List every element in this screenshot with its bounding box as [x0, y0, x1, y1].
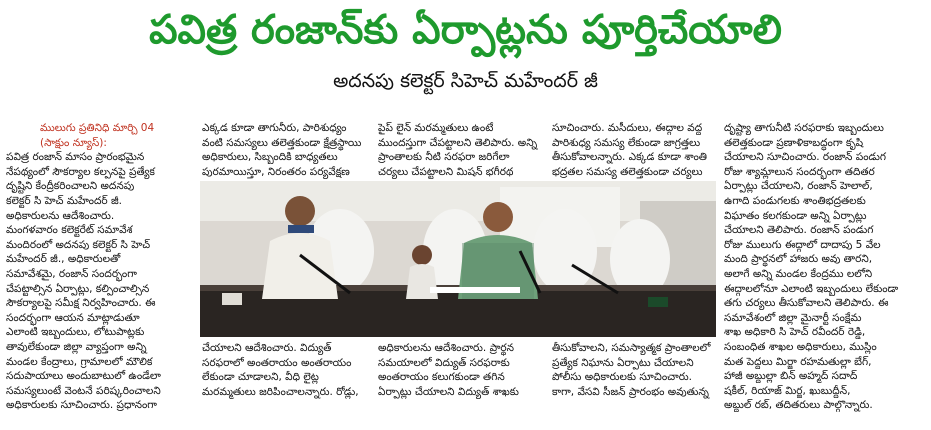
article-column-5	[724, 121, 926, 426]
headline: పవిత్ర రంజాన్‌కు ఏర్పాట్లను పూర్తిచేయాలి	[149, 7, 782, 53]
body-line: తావులేకుండా జిల్లా వ్యాప్తంగా అన్ని	[6, 340, 147, 353]
body-line: ప్రత్యేక నిఘాను ఏర్పాటు చేయాలని	[552, 356, 694, 369]
body-line: చేయాలని సూచించారు. రంజాన్ పండుగ	[724, 151, 887, 164]
body-line: ప్రాంతాలకు నీటి సరఫరా జరిగేలా	[378, 151, 510, 164]
source-line	[6, 136, 194, 151]
dateline-line	[6, 121, 194, 136]
body-line: ముందస్తుగా చేపట్టాలని తెలిపారు. అన్ని	[378, 136, 538, 149]
article-column-4-bottom	[552, 341, 716, 401]
body-line: అధికారులు, సిబ్బందికి బాధ్యతలు	[202, 151, 338, 164]
article-column-2-bottom	[202, 341, 372, 401]
body-line: పురమాయిస్తూ, నిరంతరం పర్యవేక్షణ	[202, 165, 350, 178]
body-line: చర్యలు చేపట్టాలని మిషన్ భగీరథ	[378, 165, 514, 178]
body-line: అధికారులకు సూచించారు. ప్రధానంగా	[6, 399, 157, 412]
body-line: సూచించారు. మసీదులు, ఈద్గాల వద్ద	[552, 122, 703, 134]
body-line: లేకుండా చూడాలని, వీధి లైట్ల	[202, 371, 319, 384]
body-line: కలెక్టర్ సి హెచ్ మహేందర్ జీ.	[6, 194, 122, 207]
body-line: తగు చర్యలు తీసుకోవాలని తెలిపారు. ఈ	[724, 297, 889, 310]
body-line: పవిత్ర రంజాన్ మాసం ప్రారంభమైన	[6, 151, 145, 164]
body-line: సమయాలలో విద్యుత్ సరఫరాకు	[378, 356, 510, 369]
body-line: మత పెద్దలు మిర్జా రహమతుల్లా బేగ్,	[724, 355, 872, 368]
article-column-3-top	[378, 121, 544, 181]
subheadline: అదనపు కలెక్టర్ సిహెచ్ మహేందర్ జీ	[333, 70, 598, 92]
body-line: హాజీ అబ్దుల్లా బిన్ అహ్మద్ సదాద్	[724, 370, 858, 383]
body-line: మందిరంలో అదనపు కలెక్టర్ సి హెచ్	[6, 238, 151, 251]
meeting-photo	[200, 181, 716, 337]
meeting-photo-illustration	[200, 181, 716, 337]
dateline: ములుగు ప్రతినిధి మార్చి 04	[40, 122, 155, 134]
body-line: సరఫరాలో అంతరాయం అంతరాయం	[202, 356, 352, 369]
body-line: సమస్యలుంటే వెంటనే పరిష్కరించాలని	[6, 384, 161, 397]
body-line: అబ్దుల్ రబ్, తదితరులు పాల్గొన్నారు.	[724, 399, 873, 412]
body-line: పారిశుధ్య సమస్య లేకుండా జాగ్రత్తలు	[552, 136, 701, 149]
article-column-4-top	[552, 121, 716, 181]
article-column-1	[6, 121, 194, 426]
body-line: పోలీసు అధికారులకు సూచించారు.	[552, 371, 692, 384]
body-line: ఎక్కడ కూడా తాగునీరు, పారిశుధ్యం	[202, 122, 347, 134]
body-line: రోజు శ్యామ్లాలున సందర్భంగా తదితర	[724, 165, 875, 178]
body-line: మంగళవారం కలెక్టరేట్ సమావేశ	[6, 224, 133, 237]
body-line: అంతరాయం కలుగకుండా తగిన	[378, 371, 505, 384]
body-line: నేపథ్యంలో సౌకర్యాల కల్పనపై ప్రత్యేక	[6, 165, 155, 178]
body-line: భద్రతల సమస్య తలెత్తకుండా చర్యలు	[552, 165, 703, 178]
body-line: మరమ్మతులు జరిపించాలన్నారు. రోడ్లు,	[202, 385, 359, 398]
body-line: తీసుకోవాలన్నారు. ఎక్కడ కూడా శాంతి	[552, 151, 707, 164]
body-line: సౌకర్యాలపై సమీక్ష నిర్వహించారు. ఈ	[6, 297, 156, 310]
body-line: సమావేశంలో జిల్లా మైనార్టీ సంక్షేమ	[724, 311, 862, 324]
body-line: ఎలాంటి ఇబ్బందులు, లోటుపాట్లకు	[6, 326, 145, 339]
body-line: దృష్టిని కేంద్రీకరించాలని అదనపు	[6, 180, 135, 193]
body-line: దృష్ట్యా తాగునీటి సరఫరాకు ఇబ్బందులు	[724, 122, 884, 134]
body-line: షకీల్, రియాజ్ మిర్జ, ఖుబుద్దీన్,	[724, 384, 851, 397]
article-column-3-bottom	[378, 341, 544, 401]
body-line: అధికారులను ఆదేశించారు.	[6, 209, 115, 222]
body-line: కాగా, వేసవి సీజన్ ప్రారంభం అవుతున్న	[552, 385, 709, 398]
body-line: విఘాతం కలగకుండా అన్ని ఏర్పాట్లు	[724, 209, 867, 222]
body-line: ఈద్గాలలోనూ ఎలాంటి ఇబ్బందులు లేకుండా	[724, 282, 899, 295]
body-line: సంబంధిత శాఖల అధికారులు, ముస్లిం	[724, 340, 877, 353]
body-line: సమావేశమై, రంజాన్ సందర్భంగా	[6, 267, 137, 280]
body-line: ఉగాది పండుగలకు శాంతిభద్రతలకు	[724, 194, 866, 207]
body-line: వంటి సమస్యలు తలెత్తకుండా క్షేత్రస్థాయి	[202, 136, 362, 149]
body-line: ఏర్పాట్లు చేయాలని విద్యుత్ శాఖకు	[378, 385, 519, 398]
body-line: చేయాలని ఆదేశించారు. విద్యుత్	[202, 342, 332, 354]
source-tag: (సాక్షుం న్యూస్):	[40, 136, 107, 149]
body-line: రోజు ములుగు ఈద్గాలో దాదాపు 5 వేల	[724, 238, 881, 251]
body-line: శాఖ అధికారి సి హెచ్ రవీందర్ రెడ్డి,	[724, 326, 866, 339]
article-column-2-top	[202, 121, 372, 181]
body-line: మండల కేంద్రాలు, గ్రామాలలో మౌలిక	[6, 355, 153, 368]
body-line: పైప్ లైన్ మరమ్మతులు ఉంటే	[378, 122, 494, 134]
body-line: సందర్భంగా ఆయన మాట్లాడుతూ	[6, 311, 140, 324]
body-line: మంది ప్రార్థనలో హాజరు అవు తారని,	[724, 253, 873, 266]
body-line: తీసుకోవాలని, సమస్యాత్మక ప్రాంతాలలో	[552, 342, 711, 354]
body-line: సదుపాయాలు అందుబాటులో ఉండేలా	[6, 370, 161, 383]
body-line: అధికారులను ఆదేశించారు. ప్రార్థన	[378, 342, 514, 354]
body-line: తలెత్తకుండా ప్రణాళికాబద్ధంగా కృషి	[724, 136, 864, 149]
body-line: ఏర్పాట్లు చేయాలని, రంజాన్ హెలాల్,	[724, 180, 873, 193]
body-line: అలాగే అన్ని మండల కేంద్రము లలోని	[724, 267, 873, 280]
body-line: చేపట్టాల్సిన ఏర్పాట్లు, కల్పించాల్సిన	[6, 282, 150, 295]
body-line: చేయాలని తెలిపారు. రంజాన్ పండుగ	[724, 224, 874, 237]
body-line: మహేందర్ జీ., అధికారులతో	[6, 253, 121, 266]
